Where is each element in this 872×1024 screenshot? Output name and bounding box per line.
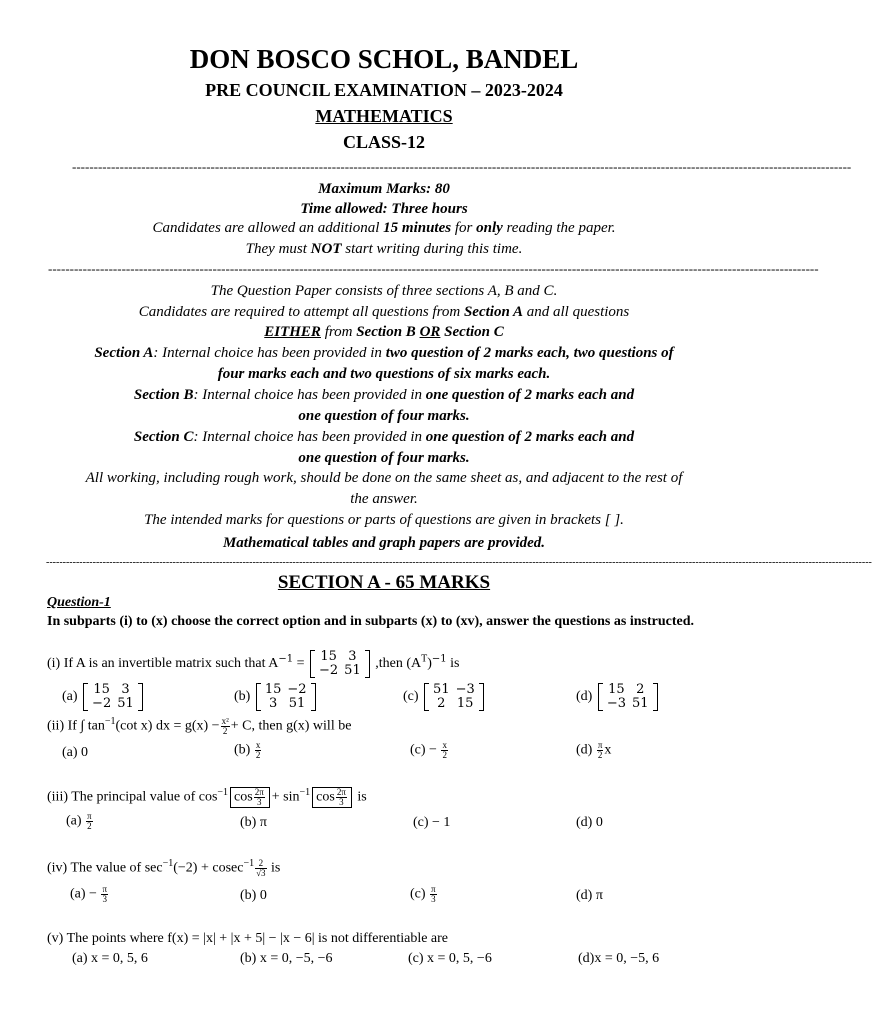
question-1-instruction: In subparts (i) to (x) choose the correct option and in subparts (x) to (xv), answer the questions as instructed.: [47, 614, 694, 629]
option-v-d: (d)x = 0, −5, 6: [578, 951, 660, 966]
option-iii-c: (c) − 1: [413, 815, 451, 830]
option-ii-d: (d) $\frac{\pi}{2}$ x: [576, 740, 612, 760]
section-a-info-2: four marks each and two questions of six marks each.: [217, 366, 551, 382]
separator-line-2: ----------------------------------------------------------------------------------------------------------------------------------------------------------------------------------: [48, 261, 819, 276]
option-ii-b: (b) $\frac{x}{2}$: [234, 740, 261, 760]
separator-line-3: --------------------------------------------------------------------------------------------------------------------------------------------------------------------------------------------------------------------------------------------------------: [46, 557, 872, 568]
option-i-a: (a) 15 3 −2 51: [62, 683, 145, 711]
matrix-a-inverse: 15 3 −2 51: [310, 650, 370, 678]
subject-title: MATHEMATICS: [315, 106, 453, 126]
section-c-info-1: Section C: Internal choice has been provided in one question of 2 marks each and: [133, 429, 635, 445]
option-ii-c: (c) − $\frac{x}{2}$: [410, 740, 447, 760]
question-iv: (iv) The value of $\sec^{-1}(-2) + cosec^{-1}$ $\frac{2}{√3}$ is: [47, 857, 281, 878]
question-v: (v) The points where f(x) = |x| + |x + 5| − |x − 6| is not differentiable are: [47, 931, 449, 946]
class-title: CLASS-12: [342, 132, 426, 152]
option-iv-a: (a) − $\frac{\pi}{3}$: [70, 884, 107, 904]
option-iv-c: (c) $\frac{\pi}{3}$: [410, 884, 436, 904]
tables-provided-line: Mathematical tables and graph papers are provided.: [222, 535, 546, 551]
section-c-info-2: one question of four marks.: [298, 450, 470, 466]
paper-structure-line: The Question Paper consists of three sections A, B and C.: [210, 283, 558, 299]
school-name: DON BOSCO SCHOL, BANDEL: [189, 44, 579, 74]
option-iii-b: (b) π: [240, 815, 267, 830]
question-ii: (ii) If ∫ $\tan^{-1}(\cot$ x) dx = g(x) − $\frac{\text{x²}}{2}$ + C, then g(x) will be: [47, 715, 352, 736]
option-iv-b: (b) 0: [240, 888, 267, 903]
question-i: (i) If A is an invertible matrix such that $A^{-1}$ = 15 3 −2 51 ,then $(A^T)^{-1}$ is: [47, 649, 460, 678]
section-a-title: SECTION A - 65 MARKS: [277, 572, 491, 593]
working-line-2: the answer.: [350, 491, 418, 507]
option-iii-a: (a) $\frac{\pi}{2}$: [66, 811, 92, 831]
reading-time-line: Candidates are allowed an additional 15 minutes for only reading the paper.: [152, 220, 616, 236]
section-a-info-1: Section A: Internal choice has been provided in two question of 2 marks each, two questions of: [94, 345, 674, 361]
option-i-d: (d) 15 2 −3 51: [576, 683, 660, 711]
attempt-line: Candidates are required to attempt all questions from Section A and all questions: [138, 304, 630, 320]
option-i-b: (b) 15 −2 3 51: [234, 683, 318, 711]
marks-brackets-line: The intended marks for questions or parts of questions are given in brackets [ ].: [144, 512, 624, 528]
time-allowed: Time allowed: Three hours: [300, 201, 468, 217]
exam-title: PRE COUNCIL EXAMINATION – 2023-2024: [205, 80, 563, 100]
option-v-a: (a) x = 0, 5, 6: [72, 951, 148, 966]
option-iii-d: (d) 0: [576, 815, 603, 830]
option-i-c: (c) 51 −3 2 15: [403, 683, 486, 711]
no-writing-line: They must NOT start writing during this time.: [245, 241, 523, 257]
separator-line-1: ------------------------------------------------------------------------------------------------------------------------------------------------------------------------------------: [72, 159, 852, 174]
option-iv-d: (d) π: [576, 888, 603, 903]
section-b-info-1: Section B: Internal choice has been provided in one question of 2 marks each and: [133, 387, 635, 403]
option-v-c: (c) x = 0, 5, −6: [408, 951, 492, 966]
working-line-1: All working, including rough work, should be done on the same sheet as, and adjacent to the rest of: [85, 470, 683, 486]
question-iii: (iii) The principal value of $\cos^{-1} \cos$ $\frac{2\pi}{3}$ + $\sin^{-1} \cos$ $\frac{2\pi}{3}$ is: [47, 787, 367, 807]
either-or-line: EITHER from Section B OR Section C: [264, 324, 504, 340]
section-b-info-2: one question of four marks.: [298, 408, 470, 424]
question-1-label: Question-1: [47, 595, 111, 610]
max-marks: Maximum Marks: 80: [318, 181, 450, 197]
option-ii-a: (a) 0: [62, 745, 89, 760]
option-v-b: (b) x = 0, −5, −6: [240, 951, 333, 966]
